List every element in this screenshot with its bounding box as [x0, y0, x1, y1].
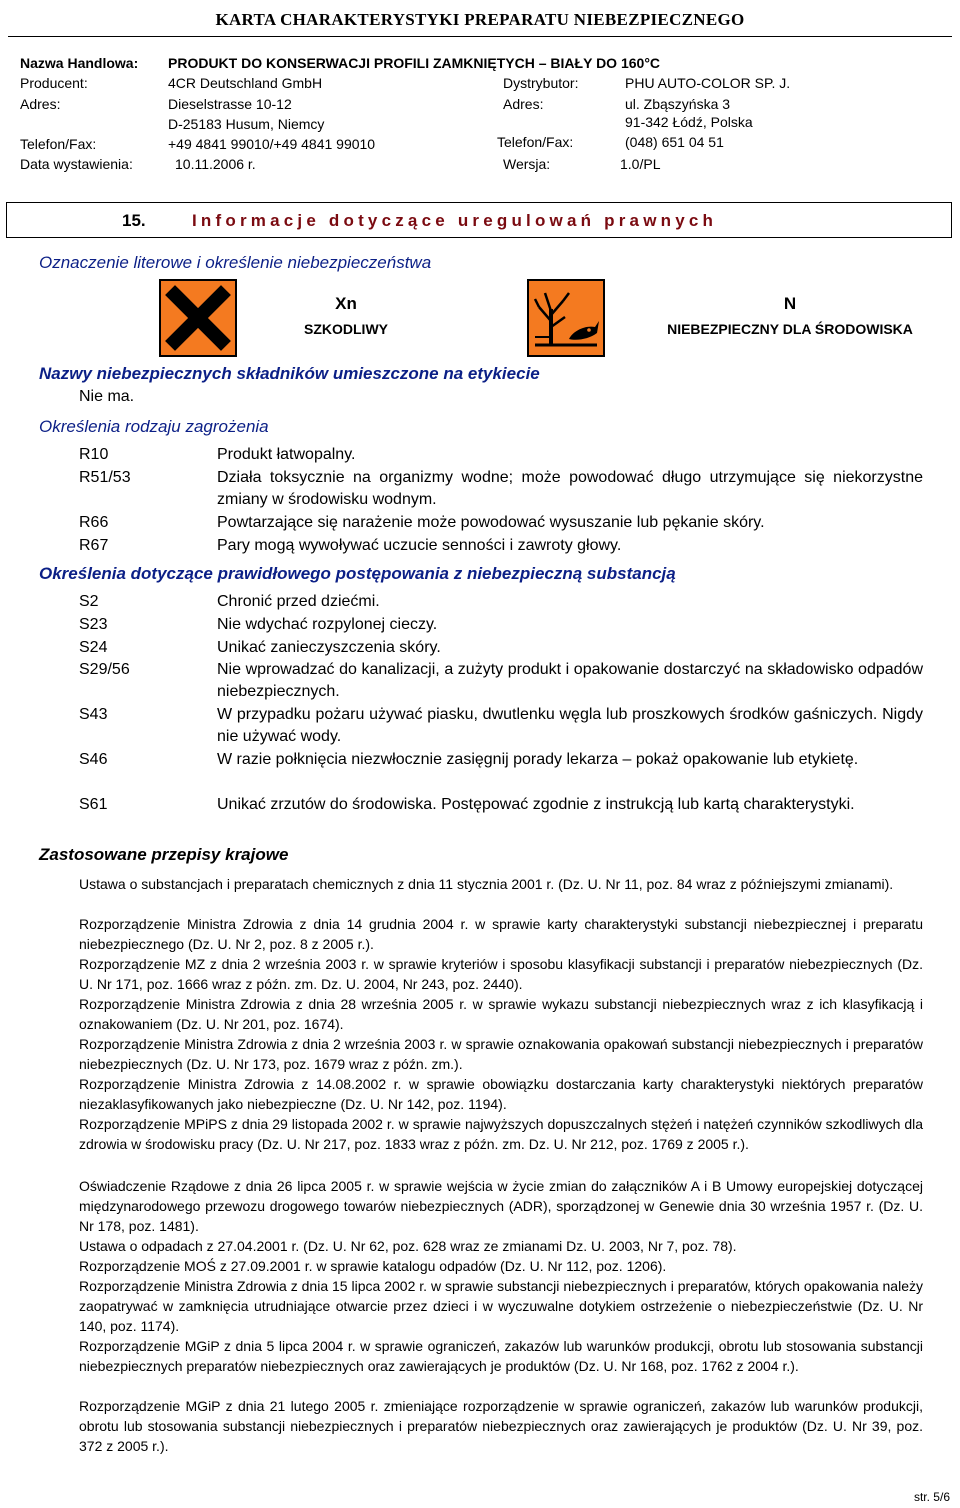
s-phrase-code: S46	[79, 751, 108, 768]
address-right-line2: 91-342 Łódź, Polska	[625, 114, 753, 130]
r-phrase-code: R10	[79, 446, 109, 463]
address-left-line2: D-25183 Husum, Niemcy	[168, 116, 325, 132]
regulation-item: Ustawa o substancjach i preparatach chemicznych z dnia 11 stycznia 2001 r. (Dz. U. Nr 11, poz. 84 wraz z późniejszymi zmianami).	[79, 876, 894, 892]
regulation-item: Rozporządzenie MGiP z dnia 5 lipca 2004 r. w sprawie ograniczeń, zakazów lub warunków produkcji, obrotu lub stosowania substancji niebezpiecznych preparatów niebezpiecznych oraz zawierających je produktów (Dz. U. Nr 168, poz. 1762 z 2004 r.).	[79, 1338, 923, 1374]
hazardous-components-value: Nie ma.	[79, 388, 135, 405]
document-title: KARTA CHARAKTERYSTYKI PREPARATU NIEBEZPIECZNEGO	[215, 10, 745, 29]
heading-hazard-symbols: Oznaczenie literowe i określenie niebezpieczeństwa	[39, 253, 432, 272]
version-label: Wersja:	[503, 156, 551, 172]
producer: 4CR Deutschland GmbH	[168, 75, 323, 91]
heading-s-phrases: Określenia dotyczące prawidłowego postępowania z niebezpieczną substancją	[39, 564, 676, 583]
phone-label-right: Telefon/Fax:	[497, 134, 574, 150]
r-phrase-code: R51/53	[79, 469, 131, 486]
trade-name-label: Nazwa Handlowa:	[20, 55, 139, 71]
phone-right: (048) 651 04 51	[625, 134, 724, 150]
section-title: Informacje dotyczące uregulowań prawnych	[192, 211, 718, 230]
producer-label: Producent:	[20, 75, 88, 91]
regulation-item: Rozporządzenie Ministra Zdrowia z dnia 15 lipca 2002 r. w sprawie substancji niebezpiecznych i preparatów, których opakowania należy zaopatrywać w zamknięcia utrudniające otwarcie przez dzieci i w wyczuwalne dotykiem ostrzeżenie o niebezpieczeństwie (Dz. U. Nr 140, poz. 1174).	[79, 1278, 923, 1334]
s-phrase-code: S43	[79, 706, 108, 723]
s-phrase-text: Nie wprowadzać do kanalizacji, a zużyty produkt i opakowanie dostarczyć na składowisko odpadów niebezpiecznych.	[217, 661, 923, 700]
s-phrase-code: S29/56	[79, 661, 130, 678]
r-phrase-text: Powtarzające się narażenie może powodować wysuszanie lub pękanie skóry.	[217, 514, 765, 531]
regulation-item: Rozporządzenie MOŚ z 27.09.2001 r. w sprawie katalogu odpadów (Dz. U. Nr 112, poz. 1206).	[79, 1258, 667, 1274]
regulation-item: Rozporządzenie Ministra Zdrowia z 14.08.2002 r. w sprawie obowiązku dostarczania karty charakterystyki niektórych preparatów niezaklasyfikowanych jako niebezpieczne (Dz. U. Nr 142, poz. 1194).	[79, 1076, 923, 1112]
s-phrase-code: S2	[79, 593, 99, 610]
s-phrase-text: Unikać zanieczyszczenia skóry.	[217, 639, 441, 656]
issue-date: 10.11.2006 r.	[175, 156, 256, 172]
regulation-item: Rozporządzenie MPiPS z dnia 29 listopada 2002 r. w sprawie najwyższych dopuszczalnych stężeń i natężeń czynników szkodliwych dla zdrowia w środowisku pracy (Dz. U. Nr 217, poz. 1833 wraz z późn. zm. Dz. U. Nr 212, poz. 1769 z 2005 r.).	[79, 1116, 923, 1152]
phone-left: +49 4841 99010/+49 4841 99010	[168, 136, 376, 152]
address-label-left: Adres:	[20, 96, 61, 112]
r-phrase-text: Pary mogą wywoływać uczucie senności i zawroty głowy.	[217, 537, 622, 554]
s-phrase-code: S61	[79, 796, 108, 813]
dead-tree-fish-icon	[529, 281, 603, 355]
version: 1.0/PL	[620, 156, 661, 172]
section-header	[6, 202, 952, 238]
heading-hazardous-components: Nazwy niebezpiecznych składników umieszczone na etykiecie	[39, 364, 540, 383]
heading-r-phrases: Określenia rodzaju zagrożenia	[39, 417, 269, 436]
pictogram-environment	[527, 279, 605, 357]
pictogram-environment-label: NIEBEZPIECZNY DLA ŚRODOWISKA	[667, 321, 913, 337]
regulation-item: Rozporządzenie Ministra Zdrowia z dnia 28 września 2005 r. w sprawie wykazu substancji niebezpiecznych wraz z ich klasyfikacją i oznakowaniem (Dz. U. Nr 201, poz. 1674).	[79, 996, 923, 1032]
harmful-x-icon	[161, 281, 235, 355]
s-phrase-text: Chronić przed dziećmi.	[217, 593, 380, 610]
r-phrase-text: Produkt łatwopalny.	[217, 446, 356, 463]
distributor-label: Dystrybutor:	[503, 75, 579, 91]
s-phrase-code: S24	[79, 639, 108, 656]
regulation-item: Oświadczenie Rządowe z dnia 26 lipca 2005 r. w sprawie wejścia w życie zmian do załączników A i B Umowy europejskiej dotyczącej międzynarodowego przewozu drogowego towarów niebezpiecznych (ADR), sporządzonej w Genewie dnia 30 września 1957 r. (Dz. U. Nr 178, poz. 1481).	[79, 1178, 923, 1234]
r-phrase-code: R66	[79, 514, 109, 531]
heading-national-regulations: Zastosowane przepisy krajowe	[39, 845, 289, 864]
regulation-item: Rozporządzenie Ministra Zdrowia z dnia 14 grudnia 2004 r. w sprawie karty charakterystyki substancji niebezpiecznej i preparatu niebezpiecznego (Dz. U. Nr 2, poz. 8 z 2005 r.).	[79, 916, 923, 952]
regulation-item: Ustawa o odpadach z 27.04.2001 r. (Dz. U. Nr 62, poz. 628 wraz ze zmianami Dz. U. 2003, Nr 7, poz. 78).	[79, 1238, 737, 1254]
s-phrase-text: W razie połknięcia niezwłocznie zasięgnij porady lekarza – pokaż opakowanie lub etykietę.	[217, 751, 859, 768]
r-phrase-code: R67	[79, 537, 109, 554]
regulation-item: Rozporządzenie Ministra Zdrowia z dnia 2 września 2003 r. w sprawie oznakowania opakowań substancji niebezpiecznych i preparatów niebezpiecznych (Dz. U. Nr 173, poz. 1679 wraz z późn. zm.).	[79, 1036, 923, 1072]
s-phrase-text: W przypadku pożaru używać piasku, dwutlenku węgla lub proszkowych środków gaśniczych. Nigdy nie używać wody.	[217, 706, 923, 745]
trade-name: PRODUKT DO KONSERWACJI PROFILI ZAMKNIĘTYCH – BIAŁY DO 160°C	[168, 55, 661, 71]
title-rule	[8, 36, 952, 37]
regulation-item: Rozporządzenie MZ z dnia 2 września 2003 r. w sprawie kryteriów i sposobu klasyfikacji substancji i preparatów niebezpiecznych (Dz. U. Nr 171, poz. 1666 wraz z późn. zm. Dz. U. 2004, Nr 243, poz. 2440).	[79, 956, 923, 992]
pictogram-environment-code: N	[783, 294, 797, 313]
pictogram-harmful-label: SZKODLIWY	[304, 321, 388, 337]
s-phrase-text: Nie wdychać rozpylonej cieczy.	[217, 616, 438, 633]
pictogram-harmful	[159, 279, 237, 357]
page-number: str. 5/6	[913, 1490, 950, 1504]
phone-label-left: Telefon/Fax:	[20, 136, 97, 152]
r-phrase-text: Działa toksycznie na organizmy wodne; może powodować długo utrzymujące się niekorzystne zmiany w środowisku wodnym.	[217, 469, 923, 508]
s-phrase-code: S23	[79, 616, 108, 633]
section-number: 15.	[122, 211, 146, 230]
distributor: PHU AUTO-COLOR SP. J.	[625, 75, 791, 91]
regulation-item: Rozporządzenie MGiP z dnia 21 lutego 2005 r. zmieniające rozporządzenie w sprawie ograniczeń, zakazów lub warunków produkcji, obrotu lub stosowania substancji niebezpiecznych i preparatów niebezpiecznych oraz zawierających je produktów (Dz. U. Nr 39, poz. 372 z 2005 r.).	[79, 1398, 923, 1454]
address-label-right: Adres:	[503, 96, 544, 112]
pictogram-harmful-code: Xn	[335, 294, 357, 313]
address-right-line1: ul. Zbąszyńska 3	[625, 96, 731, 112]
s-phrase-text: Unikać zrzutów do środowiska. Postępować zgodnie z instrukcją lub kartą charakterystyki.	[217, 796, 855, 813]
address-left-line1: Dieselstrasse 10-12	[168, 96, 292, 112]
issue-date-label: Data wystawienia:	[20, 156, 133, 172]
